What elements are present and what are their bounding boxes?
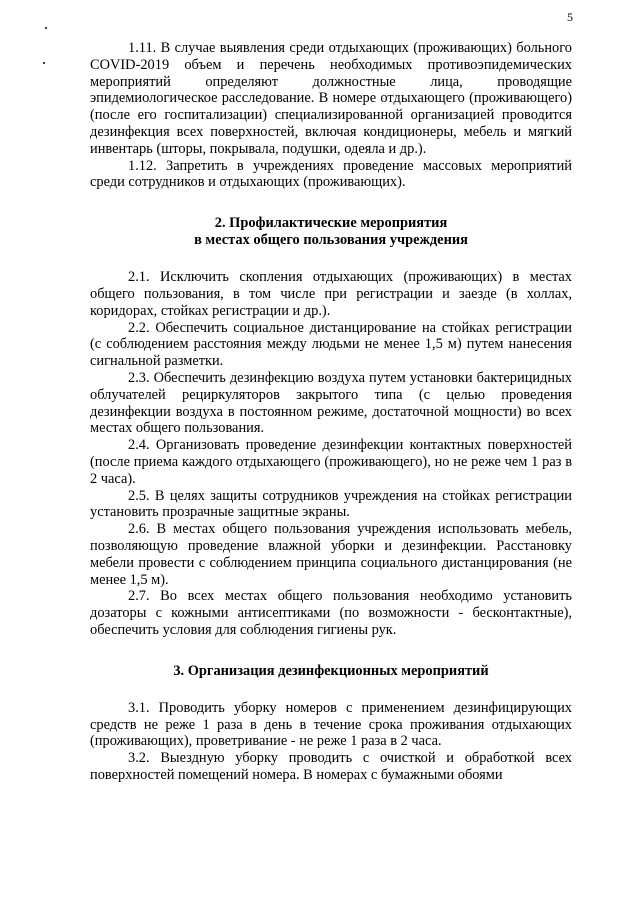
section-2-title-line2: в местах общего пользования учреждения [194,232,468,249]
item-2-5: 2.5. В целях защиты сотрудников учреждения на стойках регистрации установить прозрачные защитные экраны. [90,487,572,521]
item-2-7: 2.7. Во всех местах общего пользования необходимо установить дозаторы с кожными антисептиками (по возможности - бесконтактные), обеспечить условия для соблюдения гигиены рук. [90,588,572,638]
paragraph-1-11: 1.11. В случае выявления среди отдыхающих (проживающих) больного COVID-2019 объем и перечень необходимых противоэпидемических мероприятий определяют должностные лица, проводящие эпидемиологическое расследование. В номере отдыхающего (проживающего) (после его госпитализации) специализированной организацией проводится дезинфекция всех поверхностей, включая кондиционеры, мебель и мягкий инвентарь (шторы, покрывала, подушки, одеяла и др.). [90,40,572,157]
scan-speck [45,27,47,29]
item-2-2: 2.2. Обеспечить социальное дистанцирование на стойках регистрации (с соблюдением расстояния между людьми не менее 1,5 м) путем нанесения сигнальной разметки. [90,319,572,370]
paragraph-1-12: 1.12. Запретить в учреждениях проведение массовых мероприятий среди сотрудников и отдыхающих (проживающих). [90,157,572,191]
page-number: 5 [567,10,573,24]
section-2-title-line1: 2. Профилактические мероприятия [214,215,448,232]
item-3-2: 3.2. Выездную уборку проводить с очисткой и обработкой всех поверхностей помещений номера. В номерах с бумажными обоями [90,750,572,783]
item-2-3: 2.3. Обеспечить дезинфекцию воздуха путем установки бактерицидных облучателей рециркуляторов закрытого типа (с целью проведения дезинфекции воздуха в постоянном режиме, достаточной мощности) во всех местах общего пользования. [90,369,572,437]
item-3-1: 3.1. Проводить уборку номеров с применением дезинфицирующих средств не реже 1 раза в день в течение срока проживания отдыхающих (проживающих), проветривание - не реже 1 раза в 2 часа. [90,699,572,750]
scan-speck [43,62,45,64]
section-3-title: 3. Организация дезинфекционных мероприятий [173,662,489,679]
item-2-1: 2.1. Исключить скопления отдыхающих (проживающих) в местах общего пользования, в том числе при регистрации и заезде (в холлах, коридорах, стойках регистрации и др.). [90,269,572,319]
item-2-4: 2.4. Организовать проведение дезинфекции контактных поверхностей (после приема каждого отдыхающего (проживающего), но не реже чем 1 раз в 2 часа). [90,437,572,487]
item-2-6: 2.6. В местах общего пользования учреждения использовать мебель, позволяющую проведение влажной уборки и дезинфекции. Расстановку мебели провести с соблюдением принципа социального дистанцирования (не менее 1,5 м). [90,521,572,588]
document-body [90,40,572,784]
